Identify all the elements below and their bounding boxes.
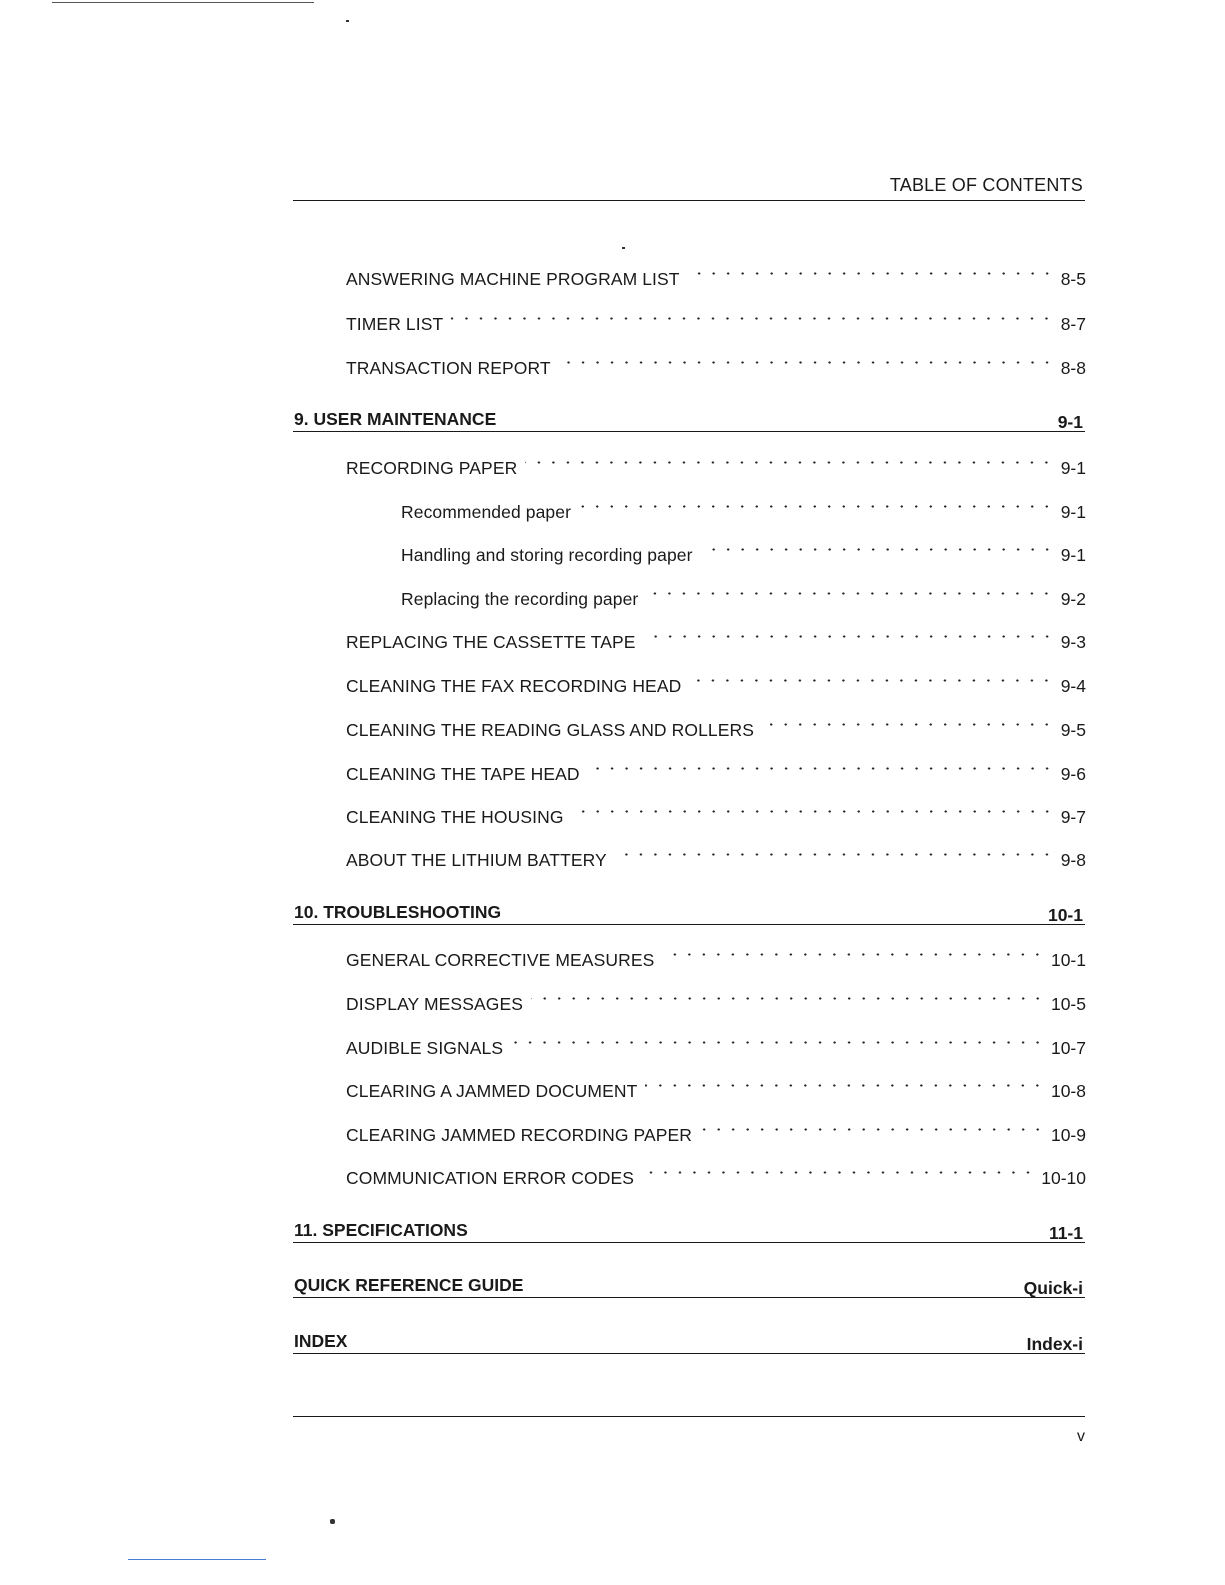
toc-entry-page: 8-5 xyxy=(1060,268,1086,289)
toc-entry[interactable] xyxy=(346,762,1086,785)
toc-entry-label: DISPLAY MESSAGES xyxy=(346,993,523,1014)
toc-entry-label: CLEANING THE FAX RECORDING HEAD xyxy=(346,675,682,696)
dot-leader xyxy=(559,354,1054,372)
toc-subentry[interactable] xyxy=(401,587,1086,610)
dot-leader xyxy=(688,265,1054,283)
toc-entry-page: 10-7 xyxy=(1050,1037,1086,1058)
toc-entry-page: 9-4 xyxy=(1060,675,1086,696)
toc-entry-page: 10-10 xyxy=(1041,1167,1086,1188)
chapter-title: 9. USER MAINTENANCE xyxy=(294,409,497,429)
chapter-title: QUICK REFERENCE GUIDE xyxy=(294,1275,524,1295)
toc-entry-label: Recommended paper xyxy=(401,501,571,522)
chapter-heading[interactable] xyxy=(293,405,1085,432)
toc-entry[interactable] xyxy=(346,1036,1086,1059)
toc-entry-label: GENERAL CORRECTIVE MEASURES xyxy=(346,949,655,970)
dot-leader xyxy=(701,541,1054,559)
toc-entry[interactable] xyxy=(346,718,1086,741)
toc-entry-page: 9-3 xyxy=(1060,631,1086,652)
toc-entry[interactable] xyxy=(346,630,1086,653)
dot-leader xyxy=(511,1034,1045,1052)
toc-entry[interactable] xyxy=(346,356,1086,379)
page-number: v xyxy=(1077,1428,1085,1445)
toc-entry-page: 9-2 xyxy=(1060,588,1086,609)
toc-entry-label: RECORDING PAPER xyxy=(346,457,518,478)
scan-edge-line xyxy=(52,2,314,3)
toc-entry-label: CLEANING THE READING GLASS AND ROLLERS xyxy=(346,719,755,740)
toc-entry[interactable] xyxy=(346,456,1086,479)
chapter-page: 10-1 xyxy=(1047,905,1083,925)
dot-leader xyxy=(572,803,1054,821)
dot-leader xyxy=(762,716,1054,734)
chapter-heading[interactable] xyxy=(293,898,1085,925)
scan-edge-line xyxy=(128,1559,266,1560)
dot-leader xyxy=(525,454,1054,472)
toc-entry[interactable] xyxy=(346,1079,1086,1102)
toc-entry-label: AUDIBLE SIGNALS xyxy=(346,1037,504,1058)
scan-speck xyxy=(622,247,625,249)
toc-entry[interactable] xyxy=(346,948,1086,971)
toc-entry-label: CLEANING THE TAPE HEAD xyxy=(346,763,580,784)
dot-leader xyxy=(689,672,1054,690)
toc-entry-label: CLEARING JAMMED RECORDING PAPER xyxy=(346,1124,693,1145)
dot-leader xyxy=(531,990,1045,1008)
toc-entry-page: 9-5 xyxy=(1060,719,1086,740)
toc-entry-label: TRANSACTION REPORT xyxy=(346,357,551,378)
toc-entry-label: REPLACING THE CASSETTE TAPE xyxy=(346,631,636,652)
chapter-title: INDEX xyxy=(294,1331,348,1351)
chapter-heading[interactable] xyxy=(293,1327,1085,1354)
toc-entry-label: ABOUT THE LITHIUM BATTERY xyxy=(346,849,607,870)
toc-entry-page: 8-7 xyxy=(1060,313,1086,334)
dot-leader xyxy=(644,628,1054,646)
toc-entry[interactable] xyxy=(346,805,1086,828)
toc-subentry[interactable] xyxy=(401,543,1086,566)
page-header xyxy=(293,170,1085,201)
dot-leader xyxy=(615,846,1054,864)
dot-leader xyxy=(588,760,1054,778)
toc-entry-page: 9-6 xyxy=(1060,763,1086,784)
dot-leader xyxy=(451,310,1054,328)
toc-entry-page: 9-7 xyxy=(1060,806,1086,827)
toc-entry-page: 10-8 xyxy=(1050,1080,1086,1101)
dot-leader xyxy=(579,498,1054,516)
toc-entry-label: ANSWERING MACHINE PROGRAM LIST xyxy=(346,268,680,289)
dot-leader xyxy=(642,1164,1035,1182)
toc-entry-page: 9-1 xyxy=(1060,457,1086,478)
toc-entry-page: 9-1 xyxy=(1060,544,1086,565)
toc-entry-label: TIMER LIST xyxy=(346,313,444,334)
toc-entry[interactable] xyxy=(346,312,1086,335)
toc-entry[interactable] xyxy=(346,1166,1086,1189)
toc-entry[interactable] xyxy=(346,267,1086,290)
toc-entry-label: COMMUNICATION ERROR CODES xyxy=(346,1167,635,1188)
chapter-page: Index-i xyxy=(1026,1334,1083,1354)
chapter-page: Quick-i xyxy=(1023,1278,1083,1298)
chapter-title: 11. SPECIFICATIONS xyxy=(294,1220,468,1240)
toc-entry-page: 9-8 xyxy=(1060,849,1086,870)
dot-leader xyxy=(645,1077,1045,1095)
chapter-heading[interactable] xyxy=(293,1216,1085,1243)
toc-entry-label: CLEARING A JAMMED DOCUMENT xyxy=(346,1080,638,1101)
footer-rule xyxy=(293,1416,1085,1417)
toc-entry-page: 10-9 xyxy=(1050,1124,1086,1145)
toc-entry-page: 10-5 xyxy=(1050,993,1086,1014)
dot-leader xyxy=(662,946,1045,964)
page-header-title: TABLE OF CONTENTS xyxy=(889,175,1083,195)
scan-speck xyxy=(346,20,349,22)
toc-entry-label: Replacing the recording paper xyxy=(401,588,639,609)
chapter-heading[interactable] xyxy=(293,1271,1085,1298)
toc-entry-page: 8-8 xyxy=(1060,357,1086,378)
toc-entry[interactable] xyxy=(346,674,1086,697)
toc-entry-page: 9-1 xyxy=(1060,501,1086,522)
scan-speck xyxy=(330,1519,335,1524)
dot-leader xyxy=(646,585,1054,603)
dot-leader xyxy=(700,1121,1045,1139)
toc-entry[interactable] xyxy=(346,848,1086,871)
toc-subentry[interactable] xyxy=(401,500,1086,523)
toc-entry-page: 10-1 xyxy=(1050,949,1086,970)
chapter-title: 10. TROUBLESHOOTING xyxy=(294,902,502,922)
chapter-page: 11-1 xyxy=(1048,1223,1083,1243)
toc-entry-label: Handling and storing recording paper xyxy=(401,544,693,565)
chapter-page: 9-1 xyxy=(1057,412,1083,432)
toc-entry-label: CLEANING THE HOUSING xyxy=(346,806,564,827)
toc-entry[interactable] xyxy=(346,1123,1086,1146)
toc-entry[interactable] xyxy=(346,992,1086,1015)
